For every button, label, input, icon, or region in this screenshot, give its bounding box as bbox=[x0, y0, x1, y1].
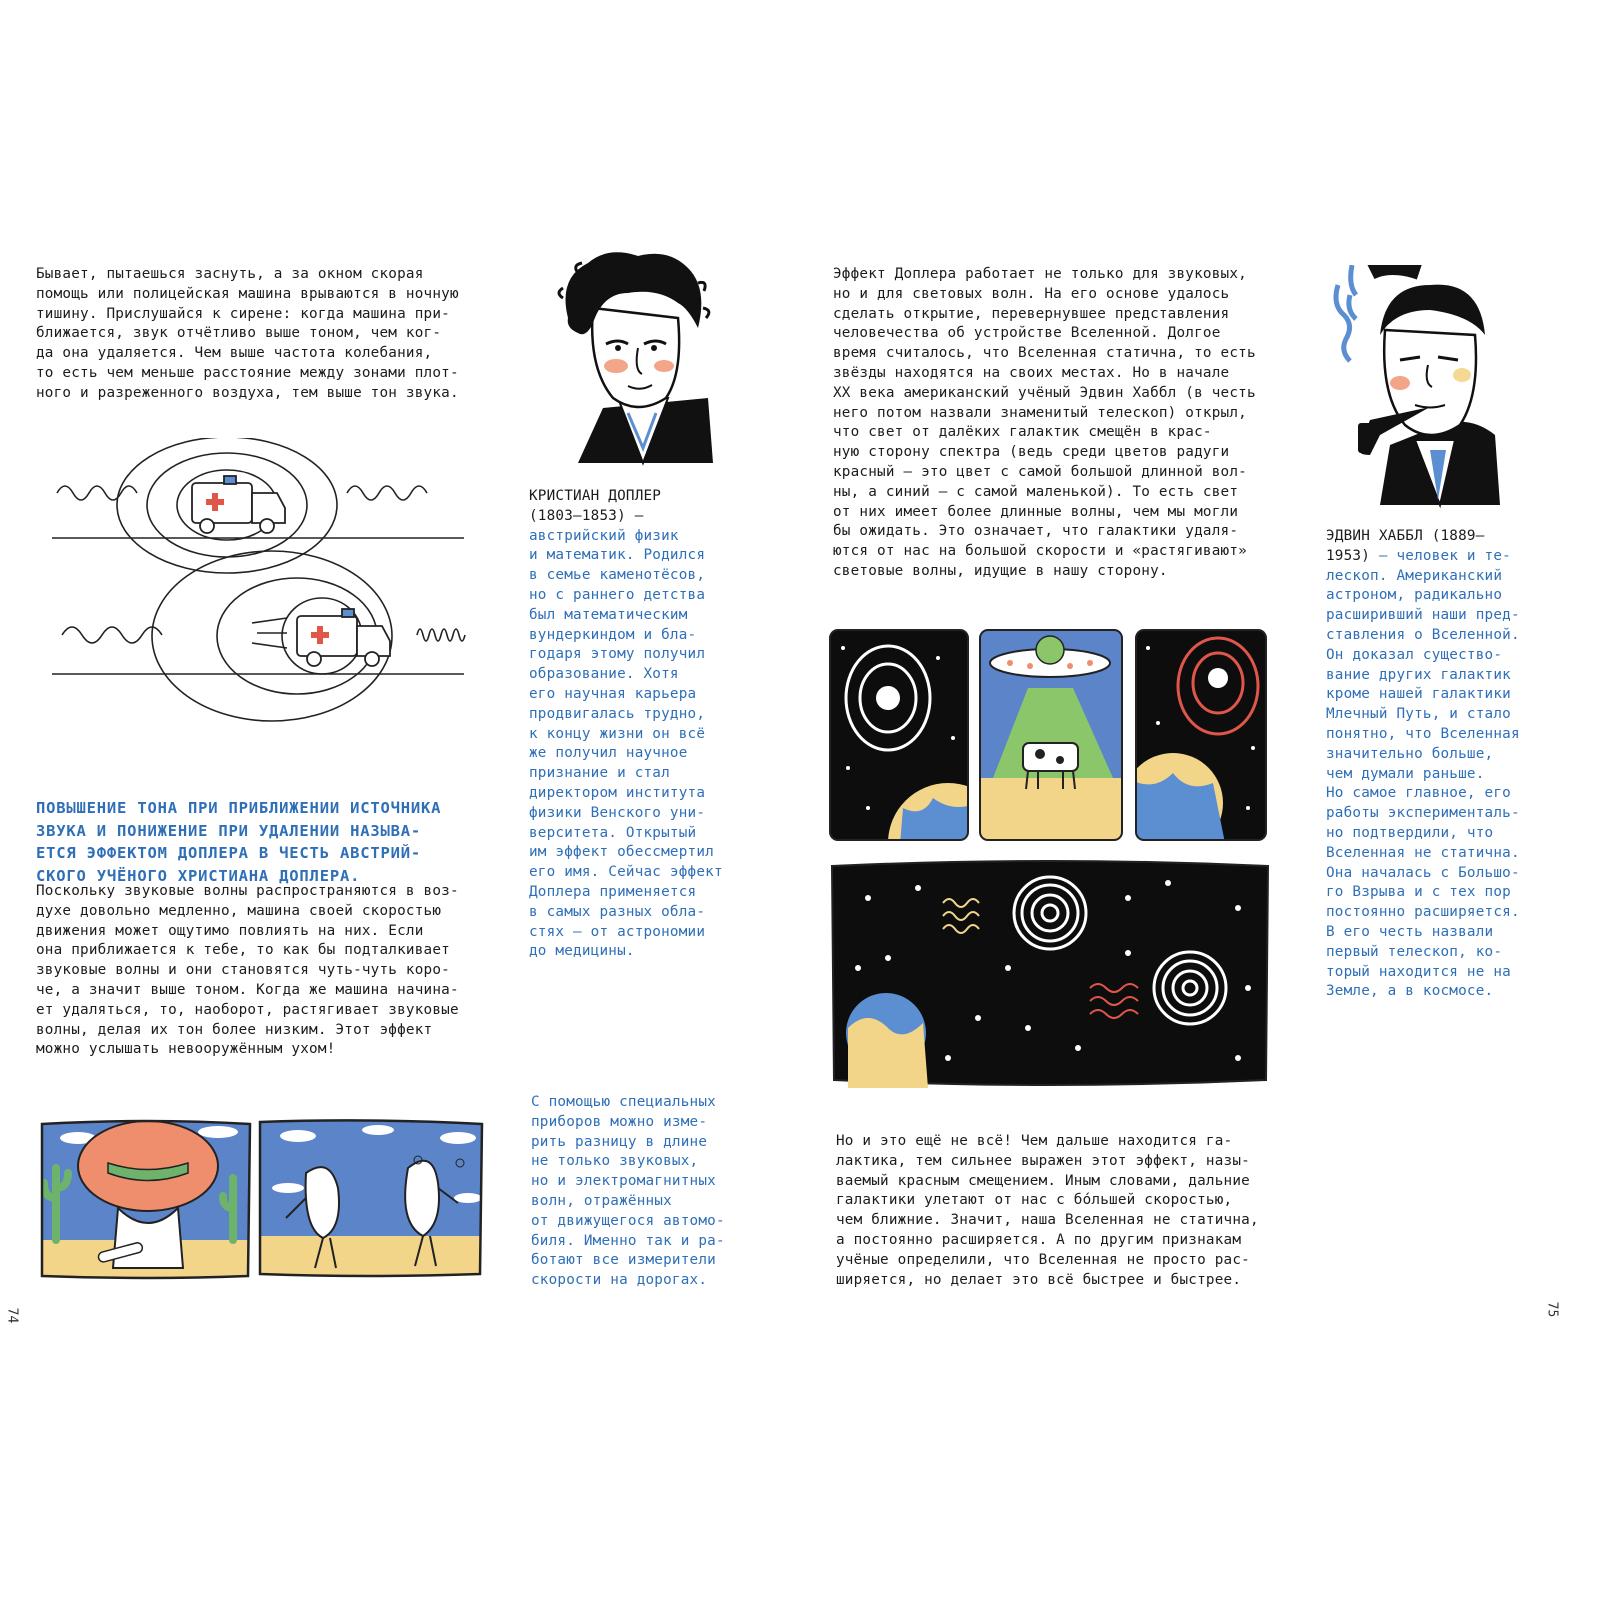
text-line: волны, делая их тон более низким. Этот эффект bbox=[36, 1021, 433, 1038]
bio-text-line: В его честь назвали bbox=[1326, 923, 1494, 940]
bio-text-line: физики Венского уни- bbox=[529, 804, 706, 821]
left-intro-paragraph bbox=[36, 265, 459, 404]
page-number-left: 74 bbox=[4, 1307, 20, 1324]
note-line: рить разницу в длине bbox=[531, 1133, 708, 1150]
note-line: не только звуковых, bbox=[531, 1153, 699, 1170]
galaxies-space-panel bbox=[828, 858, 1273, 1090]
text-line: ную сторону спектра (ведь среди цветов радуги bbox=[833, 444, 1230, 461]
text-line: звуковые волны и они становятся чуть-чуть коро- bbox=[36, 962, 450, 979]
text-line: время считалось, что Вселенная статична, то есть bbox=[833, 345, 1256, 362]
bio-name-line: (1803–1853) — bbox=[529, 507, 644, 524]
bio-text-line: чем думали раньше. bbox=[1326, 765, 1485, 782]
text-line: от них имеет более длинные волны, чем мы могли bbox=[833, 503, 1239, 520]
bio-text-line: к концу жизни он всё bbox=[529, 725, 706, 742]
page-number-right: 75 bbox=[1544, 1301, 1560, 1318]
right-intro-paragraph bbox=[833, 265, 1256, 582]
bio-text-line: в самых разных обла- bbox=[529, 903, 706, 920]
bio-text-line: но подтвердили, что bbox=[1326, 824, 1494, 841]
note-line: скорости на дорогах. bbox=[531, 1272, 708, 1289]
heading-line: ПОВЫШЕНИЕ ТОНА ПРИ ПРИБЛИЖЕНИИ ИСТОЧНИКА bbox=[36, 799, 442, 817]
text-line: учёные определили, что Вселенная не просто рас- bbox=[836, 1251, 1250, 1268]
text-line: ются от нас на большой скорости и «растягивают» bbox=[833, 543, 1247, 560]
bio-text-line: астроном, радикально bbox=[1326, 587, 1503, 604]
note-line: волн, отражённых bbox=[531, 1192, 672, 1209]
note-line: но и электромагнитных bbox=[531, 1173, 716, 1190]
heading-line: ЗВУКА И ПОНИЖЕНИЕ ПРИ УДАЛЕНИИ НАЗЫВА- bbox=[36, 821, 422, 840]
right-body-paragraph bbox=[836, 1132, 1259, 1290]
text-line: Эффект Доплера работает не только для звуковых, bbox=[833, 266, 1247, 282]
bio-text-line: Но самое главное, его bbox=[1326, 785, 1511, 802]
text-line: XX века американский учёный Эдвин Хаббл (в честь bbox=[833, 384, 1256, 401]
text-line: ного и разреженного воздуха, тем выше тон звука. bbox=[36, 384, 459, 401]
bio-text-line: Земле, а в космосе. bbox=[1326, 983, 1494, 1000]
note-line: ботают все измерители bbox=[531, 1252, 716, 1269]
text-line: она приближается к тебе, то как бы подталкивает bbox=[36, 942, 450, 959]
bio-text-line: значительно больше, bbox=[1326, 745, 1494, 762]
text-line: чем ближние. Значит, наша Вселенная не статична, bbox=[836, 1212, 1259, 1229]
bio-text-line: продвигалась трудно, bbox=[529, 705, 706, 722]
text-line: что свет от далёких галактик смещён в крас- bbox=[833, 424, 1212, 441]
ambulance-waves-diagram bbox=[52, 438, 472, 728]
bio-text-line: образование. Хотя bbox=[529, 666, 679, 683]
bio-text-line: вание других галактик bbox=[1326, 666, 1511, 683]
bio-text-line: годаря этому получил bbox=[529, 646, 706, 663]
bio-name-line: КРИСТИАН ДОПЛЕР bbox=[529, 488, 662, 504]
text-line: да она удаляется. Чем выше частота колебания, bbox=[36, 345, 433, 362]
bio-text-line: ставления о Вселенной. bbox=[1326, 626, 1520, 643]
bio-text-line: был математическим bbox=[529, 606, 688, 623]
text-line: ны, а синий — с самой маленькой). То есть свет bbox=[833, 483, 1239, 500]
text-line: то есть чем меньше расстояние между зонами плот- bbox=[36, 364, 459, 381]
note-line: биля. Именно так и ра- bbox=[531, 1232, 725, 1249]
bio-text-line: директором института bbox=[529, 784, 706, 801]
heading-line: СКОГО УЧЁНОГО ХРИСТИАНА ДОПЛЕРА. bbox=[36, 866, 361, 885]
text-line: звёзды находятся на своих местах. Но в начале bbox=[833, 364, 1230, 381]
text-line: лактика, тем сильнее выражен этот эффект, назы- bbox=[836, 1152, 1250, 1169]
doppler-bio bbox=[529, 487, 723, 962]
bio-text-line: им эффект обессмертил bbox=[529, 844, 714, 861]
bio-text-line: верситета. Открытый bbox=[529, 824, 697, 841]
bio-text-line: постоянно расширяется. bbox=[1326, 904, 1520, 921]
bio-text-line: его научная карьера bbox=[529, 685, 697, 702]
text-line: Но и это ещё не всё! Чем дальше находится га- bbox=[836, 1133, 1233, 1149]
text-line: Бывает, пытаешься заснуть, а за окном скорая bbox=[36, 266, 424, 282]
bio-text-line: кроме нашей галактики bbox=[1326, 686, 1511, 703]
ufo-galaxy-panels bbox=[828, 628, 1268, 843]
bio-text-line: но с раннего детства bbox=[529, 586, 706, 603]
heading-line: ЕТСЯ ЭФФЕКТОМ ДОПЛЕРА В ЧЕСТЬ АВСТРИЙ- bbox=[36, 844, 422, 863]
desert-comic-panels bbox=[38, 1118, 488, 1283]
bio-text-line: лескоп. Американский bbox=[1326, 567, 1503, 584]
bio-text-line: вундеркиндом и бла- bbox=[529, 626, 697, 643]
text-line: бы ожидать. Это означает, что галактики удаля- bbox=[833, 523, 1239, 540]
hubble-portrait bbox=[1330, 265, 1505, 510]
bio-text-line: его имя. Сейчас эффект bbox=[529, 864, 723, 881]
bio-text-line: до медицины. bbox=[529, 943, 635, 960]
text-line: помощь или полицейская машина врываются в ночную bbox=[36, 285, 459, 302]
text-line: тишину. Прислушайся к сирене: когда машина при- bbox=[36, 305, 450, 322]
text-line: ширяется, но делает это всё быстрее и быстрее. bbox=[836, 1271, 1242, 1288]
text-line: красный — это цвет с самой большой длинной вол- bbox=[833, 463, 1247, 480]
bio-text-line: торый находится не на bbox=[1326, 963, 1511, 980]
bio-text-line: Млечный Путь, и стало bbox=[1326, 706, 1511, 723]
bio-text-line: — человек и те- bbox=[1370, 547, 1511, 564]
text-line: галактики улетают от нас с бо́льшей скоростью, bbox=[836, 1192, 1233, 1209]
text-line: духе довольно медленно, машина своей скоростью bbox=[36, 902, 442, 919]
note-line: от движущегося автомо- bbox=[531, 1212, 725, 1229]
bio-text-line: признание и стал bbox=[529, 765, 670, 782]
ambulance-top bbox=[192, 476, 285, 533]
bio-text-line: в семье каменотёсов, bbox=[529, 567, 706, 584]
bio-name-line: ЭДВИН ХАББЛ (1889– bbox=[1326, 528, 1485, 544]
note-line: С помощью специальных bbox=[531, 1094, 716, 1110]
text-line: Поскольку звуковые волны распространяются в воз- bbox=[36, 883, 459, 899]
text-line: движения может ощутимо повлиять на них. Если bbox=[36, 922, 424, 939]
bio-text-line: же получил научное bbox=[529, 745, 688, 762]
bio-text-line: Доплера применяется bbox=[529, 883, 697, 900]
left-body-paragraph bbox=[36, 882, 459, 1060]
doppler-effect-heading bbox=[36, 797, 506, 887]
text-line: ет удаляться, то, наоборот, растягивает звуковые bbox=[36, 1001, 459, 1018]
doppler-portrait bbox=[548, 248, 718, 473]
text-line: него потом назвали знаменитый телескоп) открыл, bbox=[833, 404, 1247, 421]
text-line: че, а значит выше тоном. Когда же машина начина- bbox=[36, 981, 459, 998]
measure-note bbox=[531, 1093, 725, 1291]
bio-text-line: работы эксперименталь- bbox=[1326, 805, 1520, 822]
bio-text-line: го Взрыва и с тех пор bbox=[1326, 884, 1511, 901]
bio-text-line: понятно, что Вселенная bbox=[1326, 725, 1520, 742]
hubble-bio bbox=[1326, 527, 1520, 1002]
bio-text-line: и математик. Родился bbox=[529, 547, 706, 564]
bio-text-line: расширивший наши пред- bbox=[1326, 607, 1520, 624]
text-line: ваемый красным смещением. Иным словами, дальние bbox=[836, 1172, 1250, 1189]
text-line: но и для световых волн. На его основе удалось bbox=[833, 285, 1230, 302]
note-line: приборов можно изме- bbox=[531, 1113, 708, 1130]
bio-text-line: стях — от астрономии bbox=[529, 923, 706, 940]
text-line: можно услышать невооружённым ухом! bbox=[36, 1041, 336, 1058]
text-line: а постоянно расширяется. А по другим признакам bbox=[836, 1231, 1242, 1248]
bio-text-line: Она началась с Большо- bbox=[1326, 864, 1520, 881]
text-line: ближается, звук отчётливо выше тоном, чем ког- bbox=[36, 325, 442, 342]
text-line: человечества об устройстве Вселенной. Долгое bbox=[833, 325, 1221, 342]
bio-text-line: Вселенная не статична. bbox=[1326, 844, 1520, 861]
text-line: сделать открытие, перевернувшее представления bbox=[833, 305, 1230, 322]
text-line: световые волны, идущие в нашу сторону. bbox=[833, 562, 1168, 579]
bio-name-line: 1953) — человек и те- bbox=[1326, 547, 1511, 564]
bio-text-line: Он доказал существо- bbox=[1326, 646, 1503, 663]
bio-text-line: первый телескоп, ко- bbox=[1326, 943, 1503, 960]
ambulance-bottom bbox=[297, 609, 390, 666]
bio-text-line: австрийский физик bbox=[529, 527, 679, 544]
